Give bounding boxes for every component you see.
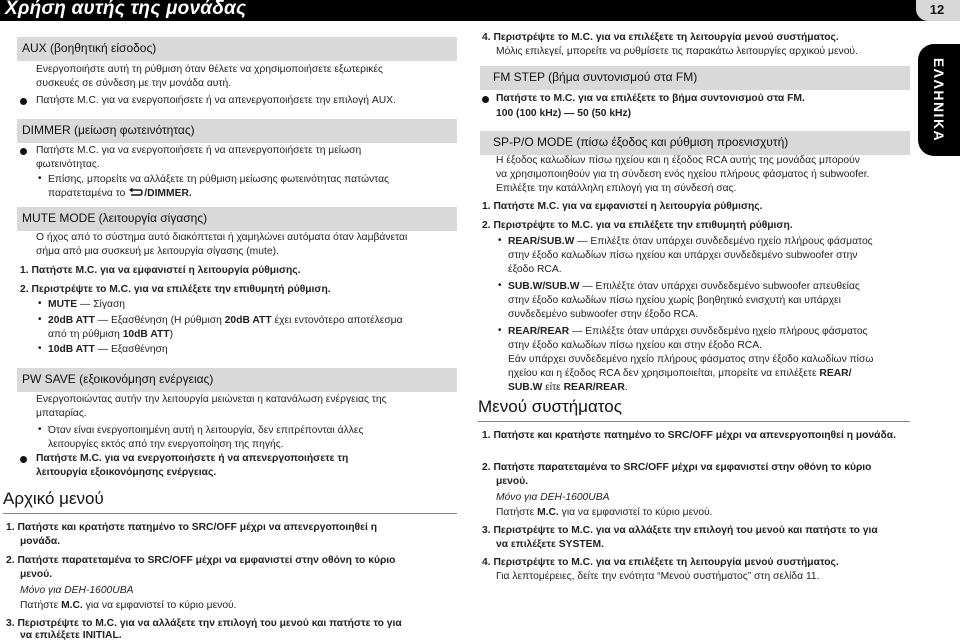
mute-option-mute — [48, 298, 125, 312]
dimmer-note-line2 — [48, 187, 192, 201]
option-bullet-icon: • — [498, 325, 502, 336]
mute-desc-line2: σήμα από μια συσκευή με λειτουργία σίγασης (mute). — [36, 246, 279, 257]
mute-step2: 2. Περιστρέψτε το M.C. για να επιλέξετε την επιθυμητή ρύθμιση. — [20, 284, 331, 295]
language-label: ΕΛΛΗΝΙΚΑ — [931, 57, 947, 143]
page-title: Χρήση αυτής της μονάδας — [5, 0, 247, 19]
initial-step2-sub-a: Πατήστε — [20, 600, 62, 611]
aux-desc-line1: Ενεργοποιήστε αυτή τη ρύθμιση όταν θέλετε να χρησιμοποιήσετε εξωτερικές — [36, 64, 383, 75]
step-bullet-icon — [20, 98, 27, 105]
system-step4: 4. Περιστρέψτε το M.C. για να επιλέξετε τη λειτουργία μενού συστήματος. — [482, 557, 839, 568]
mute-option-mute-label: MUTE — [48, 299, 78, 310]
mute-option-20db-desc: — Εξασθένηση (Η ρύθμιση — [94, 315, 225, 326]
mute-step1: 1. Πατήστε M.C. για να εμφανιστεί η λειτουργία ρύθμισης. — [20, 265, 301, 276]
sppo-option-rear-rear-line4 — [508, 367, 851, 381]
sppo-option-sub-sub-desc: — Επιλέξτε όταν υπάρχει συνδεδεμένο subwoofer απευθείας — [579, 281, 860, 292]
mute-option-10db-desc: — Εξασθένηση — [94, 344, 168, 355]
heading-rule — [3, 513, 457, 514]
sppo-desc-line1: Η έξοδος καλωδίων πίσω ηχείου και η έξοδος RCA αυτής της μονάδας μπορούν — [496, 155, 860, 166]
system-step3-line2: να επιλέξετε SYSTEM. — [496, 539, 604, 550]
sppo-option-rear-sub-label: REAR/SUB.W — [508, 236, 575, 247]
initial-step1-line2: μονάδα. — [20, 536, 61, 547]
sppo-desc-line2: να χρησιμοποιηθούν για τη σύνδεση ενός ηχείου πλήρους φάσματος ή subwoofer. — [496, 169, 870, 180]
initial-menu-heading: Αρχικό μενού — [3, 489, 104, 508]
step-bullet-icon — [20, 148, 27, 155]
sppo-option-rear-rear-line5 — [508, 381, 628, 395]
initial-step2-model: Μόνο για DEH-1600UBA — [20, 585, 134, 596]
sppo-option-rear-sub-line2: στην έξοδο καλωδίων πίσω ηχείου και υπάρχει συνδεδεμένο subwoofer στην — [508, 250, 858, 261]
dimmer-note-text-a: παρατεταμένα το — [48, 188, 126, 199]
dimmer-note-text-b: /DIMMER. — [144, 188, 192, 199]
fmstep-values: 100 (100 kHz) — 50 (50 kHz) — [496, 108, 632, 119]
pwsave-title: PW SAVE (εξοικονόμηση ενέργειας) — [22, 372, 214, 386]
note-bullet-icon: • — [38, 173, 42, 184]
sppo-option-rear-rear — [508, 325, 868, 339]
aux-step: Πατήστε M.C. για να ενεργοποιήσετε ή να απενεργοποιήσετε την επιλογή AUX. — [36, 95, 396, 106]
sppo-title: SP-P/O MODE (πίσω έξοδος και ρύθμιση προενισχυτή) — [493, 135, 789, 149]
mute-desc-line1: Ο ήχος από το σύστημα αυτό διακόπτεται ή χαμηλώνει αυτόματα όταν λαμβάνεται — [36, 232, 408, 243]
system-step2-sub — [496, 506, 713, 520]
sppo-desc-line3: Επιλέξτε την κατάλληλη επιλογή για τη σύνδεσή σας. — [496, 183, 737, 194]
option-bullet-icon: • — [38, 343, 42, 354]
mute-option-10db — [48, 343, 168, 357]
page-number: 12 — [929, 2, 945, 17]
fmstep-title: FM STEP (βήμα συντονισμού στα FM) — [493, 70, 698, 84]
sppo-option-rear-rear-line3: Εάν υπάρχει συνδεδεμένο ηχείο πλήρους φάσματος στην έξοδο καλωδίων πίσω — [508, 354, 874, 365]
system-step4-desc: Για λεπτομέρειες, δείτε την ενότητα “Μενού συστήματος” στη σελίδα 11. — [496, 571, 820, 582]
initial-step2-line2: μενού. — [20, 569, 53, 580]
initial-step2-sub — [20, 599, 237, 613]
mute-option-10db-label: 10dB ATT — [48, 344, 95, 355]
dimmer-note-line1: Επίσης, μπορείτε να αλλάξετε τη ρύθμιση μείωσης φωτεινότητας πατώντας — [48, 174, 390, 185]
sppo-option-rear-sub — [508, 235, 873, 249]
pwsave-desc-line2: μπαταρίας. — [36, 408, 87, 419]
return-icon — [128, 187, 144, 198]
mute-option-20db — [48, 314, 403, 328]
initial-step2-sub-b: για να εμφανιστεί το κύριο μενού. — [82, 600, 237, 611]
option-bullet-icon: • — [498, 235, 502, 246]
mute-option-20db-line2-b: ) — [169, 329, 174, 340]
option-bullet-icon: • — [38, 298, 42, 309]
heading-rule — [478, 421, 910, 422]
mute-option-20db-line2-ref: 10dB ATT — [122, 329, 170, 340]
sppo-line5-ref2: REAR/REAR — [563, 382, 625, 393]
dimmer-step-line2: φωτεινότητας. — [36, 159, 100, 170]
sppo-option-sub-sub-line2: στην έξοδο καλωδίων πίσω ηχείου χωρίς βοηθητικό ενισχυτή και υπάρχει — [508, 295, 841, 306]
sppo-step1: 1. Πατήστε M.C. για να εμφανιστεί η λειτουργία ρύθμισης. — [482, 201, 763, 212]
sppo-line4-text: ηχείου και η έξοδος RCA δεν χρησιμοποιείται, μπορείτε να επιλέξετε — [508, 368, 820, 379]
sppo-option-sub-sub-line3: συνδεδεμένο subwoofer στην έξοδο RCA. — [508, 309, 699, 320]
step-bullet-icon — [482, 96, 489, 103]
initial-step2-line1: 2. Πατήστε παρατεταμένα το SRC/OFF μέχρι να εμφανιστεί στην οθόνη το κύριο — [6, 555, 396, 566]
option-bullet-icon: • — [38, 314, 42, 325]
mute-option-mute-desc: — Σίγαση — [77, 299, 126, 310]
aux-title: AUX (βοηθητική είσοδος) — [22, 41, 157, 55]
sppo-option-sub-sub-label: SUB.W/SUB.W — [508, 281, 580, 292]
aux-desc-line2: συσκευές σε σύνδεση με την μονάδα αυτή. — [36, 78, 232, 89]
system-menu-heading: Μενού συστήματος — [478, 397, 622, 416]
system-step1: 1. Πατήστε και κρατήστε πατημένο το SRC/OFF μέχρι να απενεργοποιηθεί η μονάδα. — [482, 430, 896, 441]
system-step2-sub-mc: M.C. — [537, 507, 559, 518]
mute-option-20db-line2-a: από τη ρύθμιση — [48, 329, 123, 340]
right-step4-title: 4. Περιστρέψτε το M.C. για να επιλέξετε τη λειτουργία μενού συστήματος. — [482, 32, 839, 43]
sppo-option-rear-sub-desc: — Επιλέξτε όταν υπάρχει συνδεδεμένο ηχείο πλήρους φάσματος — [574, 236, 873, 247]
initial-step3-line2: να επιλέξετε INITIAL. — [20, 630, 122, 641]
step-bullet-icon — [20, 456, 27, 463]
mute-title: MUTE MODE (λειτουργία σίγασης) — [22, 211, 208, 225]
system-step2-line1: 2. Πατήστε παρατεταμένα το SRC/OFF μέχρι να εμφανιστεί στην οθόνη το κύριο — [482, 462, 872, 473]
pwsave-note-line1: Όταν είναι ενεργοποιημένη αυτή η λειτουργία, δεν επιτρέπονται άλλες — [48, 425, 364, 436]
sppo-option-sub-sub — [508, 280, 860, 294]
fmstep-step: Πατήστε το M.C. για να επιλέξετε το βήμα συντονισμού στα FM. — [496, 93, 805, 104]
dimmer-step-line1: Πατήστε M.C. για να ενεργοποιήσετε ή να απενεργοποιήσετε τη μείωση — [36, 145, 362, 156]
initial-step1-line1: 1. Πατήστε και κρατήστε πατημένο το SRC/OFF μέχρι να απενεργοποιηθεί η — [6, 522, 377, 533]
system-step2-line2: μενού. — [496, 476, 529, 487]
sppo-line5-end: . — [624, 382, 628, 393]
pwsave-step-line1: Πατήστε M.C. για να ενεργοποιήσετε ή να απενεργοποιήσετε τη — [36, 453, 349, 464]
pwsave-note-line2: λειτουργίες εκτός από την ενεργοποίηση της πηγής. — [48, 439, 284, 450]
sppo-step2: 2. Περιστρέψτε το M.C. για να επιλέξετε την επιθυμητή ρύθμιση. — [482, 220, 793, 231]
pwsave-step-line2: λειτουργία εξοικονόμησης ενέργειας. — [36, 467, 217, 478]
right-step4-desc: Μόλις επιλεγεί, μπορείτε να ρυθμίσετε τις παρακάτω λειτουργίες αρχικού μενού. — [496, 46, 858, 57]
option-bullet-icon: • — [498, 280, 502, 291]
system-step2-sub-b: για να εμφανιστεί το κύριο μενού. — [558, 507, 713, 518]
system-step3-line1: 3. Περιστρέψτε το M.C. για να αλλάξετε την επιλογή του μενού και πατήστε το για — [482, 525, 878, 536]
dimmer-title: DIMMER (μείωση φωτεινότητας) — [22, 123, 195, 137]
mute-option-20db-ref: 20dB ATT — [224, 315, 272, 326]
mute-option-20db-desc2: έχει εντονότερο αποτέλεσμα — [271, 315, 403, 326]
initial-step2-sub-mc: M.C. — [61, 600, 83, 611]
pwsave-desc-line1: Ενεργοποιώντας αυτήν την λειτουργία μειώνεται η κατανάλωση ενέργειας της — [36, 394, 387, 405]
mute-option-20db-label: 20dB ATT — [48, 315, 95, 326]
note-bullet-icon: • — [38, 424, 42, 435]
sppo-option-rear-rear-line2: στην έξοδο καλωδίων πίσω ηχείου και στην έξοδο RCA. — [508, 340, 762, 351]
sppo-line4-ref: REAR/ — [819, 368, 852, 379]
sppo-option-rear-sub-line3: έξοδο RCA. — [508, 264, 562, 275]
sppo-line5-ref1: SUB.W — [508, 382, 543, 393]
initial-step3-line1: 3. Περιστρέψτε το M.C. για να αλλάξετε την επιλογή του μενού και πατήστε το για — [6, 618, 402, 629]
system-step2-sub-a: Πατήστε — [496, 507, 538, 518]
system-step2-model: Μόνο για DEH-1600UBA — [496, 492, 610, 503]
sppo-option-rear-rear-desc: — Επιλέξτε όταν υπάρχει συνδεδεμένο ηχείο πλήρους φάσματος — [569, 326, 868, 337]
sppo-option-rear-rear-label: REAR/REAR — [508, 326, 570, 337]
sppo-line5-mid: είτε — [542, 382, 564, 393]
mute-option-20db-line2 — [48, 328, 173, 342]
